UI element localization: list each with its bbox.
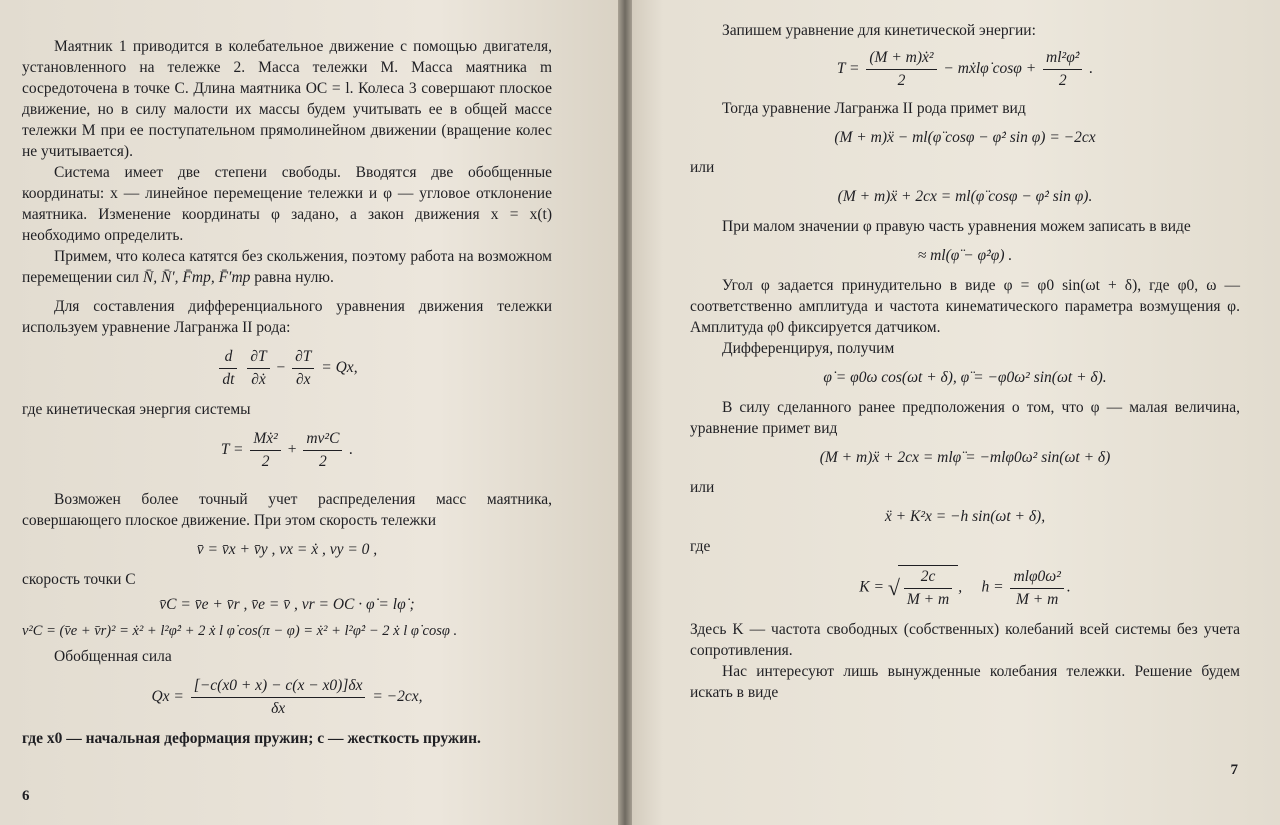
velocity-c-equation: v̄C = v̄e + v̄r , v̄e = v̄ , vr = OC · φ̇ = lφ̇ ; [159, 596, 415, 613]
kinetic-energy-equation: T = $\frac{\text{Mẋ²}}{2}$ + $\frac{\text{mv²C}}{2}$ . [22, 428, 552, 473]
frac-ml2-phi2 [1043, 47, 1082, 92]
frac-num: mlφ0ω² [1010, 566, 1063, 589]
left-paragraph-3 [22, 246, 552, 288]
motion-equation-1: (M + m)ẍ + 2cx = mlφ̈ = −mlφ0ω² sin(ωt + δ) [819, 449, 1111, 466]
eq-h-lhs: h = [981, 578, 1004, 596]
frac-Mm-x2 [866, 47, 936, 92]
sqrt-sign: √ [887, 575, 900, 600]
right-paragraph-6: Дифференцируя, получим [722, 340, 895, 357]
eq-mid: − mẋlφ̇ cosφ + [943, 60, 1037, 78]
frac-num: ∂T [247, 346, 269, 369]
right-paragraph-2: Тогда уравнение Лагранжа II рода примет вид [722, 100, 1026, 117]
frac-den: 2 [897, 72, 906, 89]
left-paragraph-3-tail: равна нулю. [254, 269, 334, 286]
lagrange-form-2: (M + m)ẍ + 2cx = ml(φ̈ cosφ − φ̇² sin φ). [837, 188, 1093, 205]
right-paragraph-11: Нас интересуют лишь вынужденные колебания тележки. Решение будем искать в виде [690, 663, 1240, 701]
right-paragraph-1: Запишем уравнение для кинетической энергии: [722, 22, 1036, 39]
eq-k-lhs: K = [859, 578, 884, 596]
frac-d-dt [219, 346, 237, 391]
frac-num: ∂T [292, 346, 314, 369]
sqrt-body [898, 565, 958, 611]
left-paragraph-8: Обобщенная сила [54, 648, 172, 665]
lagrange-tail: = Qx, [321, 359, 358, 377]
frac-Q [191, 675, 366, 720]
frac-den: M + m [906, 591, 950, 608]
right-paragraph-4: При малом значении φ правую часть уравнения можем записать в виде [722, 218, 1191, 235]
motion-equation-2: ẍ + K²x = −h sin(ωt + δ), [884, 508, 1046, 525]
lagrange-equation: $\frac{d}{dt}$ $\frac{\partial T}{\text{∂ẋ}}$ − $\frac{\partial T}{\partial x}$ = Qx, [22, 346, 552, 391]
page-number-right: 7 [1230, 762, 1238, 778]
eq-lhs: T = [220, 441, 244, 459]
velocity-c-squared-equation: v²C = (v̄e + v̄r)² = ẋ² + l²φ̇² + 2 ẋ l φ̇ cos(π − φ) = ẋ² + l²φ̇² − 2 ẋ l φ̇ cosφ . [22, 623, 458, 639]
right-paragraph-10: Здесь K — частота свободных (собственных) колебаний всей системы без учета сопротивления. [690, 621, 1240, 659]
frac-den: δx [271, 700, 286, 717]
frac-Mx2 [250, 428, 280, 473]
eq-lhs: Qx = [151, 688, 184, 706]
left-paragraph-4: Для составления дифференциального уравнения движения тележки используем уравнение Лагранжа II рода: [22, 298, 552, 336]
frac-h [1010, 566, 1063, 611]
frac-den: M + m [1015, 590, 1059, 608]
left-paragraph-6: Возможен более точный учет распределения масс маятника, совершающего плоское движение. При этом скорость тележки [22, 491, 552, 529]
frac-num: mv²C [303, 428, 342, 451]
frac-num: (M + m)ẋ² [866, 47, 936, 70]
right-paragraph-9: где [690, 538, 711, 555]
left-paragraph-5: где кинетическая энергия системы [22, 401, 251, 418]
small-angle-approximation: ≈ ml(φ̈ − φ̇²φ) . [917, 247, 1013, 264]
left-paragraph-3-forces: N̄, N̄′, F̄тр, F̄′тр [142, 269, 251, 286]
eq-tail: = −2cx, [372, 688, 423, 706]
lagrange-form-1: (M + m)ẍ − ml(φ̈ cosφ − φ̇² sin φ) = −2cx [834, 129, 1096, 146]
frac-dT-dxdot [247, 346, 269, 391]
frac-mvc2 [303, 428, 342, 473]
left-paragraph-9: где x0 — начальная деформация пружин; c — жесткость пружин. [22, 730, 481, 747]
kinetic-energy-full-equation: T = $\frac{\text{(M + m)ẋ²}}{2}$ − mẋlφ̇ cosφ + $\frac{\text{ml²φ̇²}}{2}$ . [690, 47, 1240, 92]
book-gutter [618, 0, 632, 825]
right-paragraph-5: Угол φ задается принудительно в виде φ = φ0 sin(ωt + δ), где φ0, ω — соответственно амплитуда и частота кинематического параметра возмущения φ. Амплитуда φ0 фиксируется датчиком. [690, 277, 1240, 336]
left-paragraph-2: Система имеет две степени свободы. Вводятся две обобщенные координаты: x — линейное перемещение тележки и φ — угловое отклонение маятника. Изменение координаты φ задано, а закон движения x = x(t) необходимо определить. [22, 164, 552, 244]
eq-lhs: T = [836, 60, 860, 78]
frac-num: d [219, 346, 237, 369]
frac-num: 2c [904, 566, 952, 589]
frac-den: dt [222, 371, 235, 388]
velocity-equation: v̄ = v̄x + v̄y , vx = ẋ , vy = 0 , [196, 541, 378, 558]
k-h-definitions: K = √ $\frac{2c}{M + m}$ , h = $\frac{\text{mlφ0ω²}}{M + m}$ . [690, 565, 1240, 611]
frac-den: 2 [1058, 72, 1067, 89]
frac-den: 2 [319, 453, 327, 470]
derivative-equations: φ̇ = φ0ω cos(ωt + δ), φ̈ = −φ0ω² sin(ωt + δ). [823, 369, 1107, 386]
generalized-force-equation [22, 675, 552, 720]
frac-dT-dx [292, 346, 314, 391]
page-number-left: 6 [22, 788, 30, 804]
frac-2c-Mm [904, 566, 952, 611]
left-paragraph-7: скорость точки C [22, 571, 136, 588]
left-page [0, 0, 624, 825]
right-page [624, 0, 1280, 825]
right-paragraph-3: или [690, 159, 715, 176]
left-paragraph-3-text: Примем, что колеса катятся без скольжения, поэтому работа на возможном перемещении сил [22, 248, 552, 286]
frac-den: ∂ẋ [251, 371, 266, 388]
right-paragraph-8: или [690, 479, 715, 496]
frac-den: ∂x [295, 371, 311, 388]
right-paragraph-7: В силу сделанного ранее предположения о том, что φ — малая величина, уравнение примет вид [690, 399, 1240, 437]
frac-num: ml²φ̇² [1043, 47, 1082, 70]
frac-num: Mẋ² [250, 428, 280, 451]
frac-den: 2 [261, 453, 270, 470]
left-paragraph-1: Маятник 1 приводится в колебательное движение с помощью двигателя, установленного на тележке 2. Масса тележки M. Масса маятника m сосредоточена в точке C. Длина маятника OC = l. Колеса 3 совершают плоское движение, но в силу малости их массы будем учитывать ее в общей массе тележки M при ее поступательном прямолинейном движении (вращение колес не учитывается). [22, 38, 552, 160]
frac-num: [−c(x0 + x) − c(x − x0)]δx [191, 675, 366, 698]
